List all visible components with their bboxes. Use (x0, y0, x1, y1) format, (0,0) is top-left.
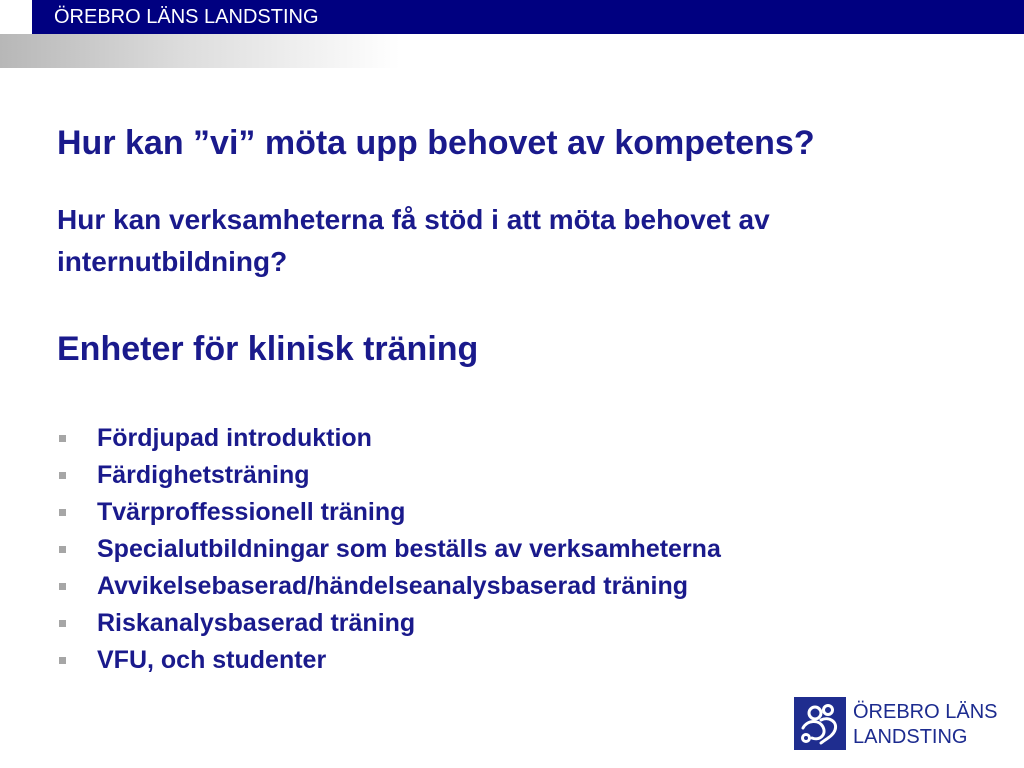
bullet-text: VFU, och studenter (97, 646, 327, 674)
bullet-square-icon (59, 583, 66, 590)
bullet-item (0, 457, 721, 494)
bullet-text: Specialutbildningar som beställs av verksamheterna (97, 535, 721, 563)
bullet-item (0, 642, 721, 679)
bullet-item (0, 568, 721, 605)
bullet-square-icon (59, 546, 66, 553)
logo-wordmark (853, 700, 997, 750)
bullet-text: Fördjupad introduktion (97, 424, 372, 452)
slide-heading: Hur kan ”vi” möta upp behovet av kompetens? (57, 124, 815, 162)
bullet-square-icon (59, 472, 66, 479)
bullet-square-icon (59, 657, 66, 664)
bullet-text: Färdighetsträning (97, 461, 310, 489)
logo-line: LANDSTING (853, 726, 968, 748)
bullet-text: Riskanalysbaserad träning (97, 609, 416, 637)
slide-subheading (57, 199, 770, 283)
header-title: ÖREBRO LÄNS LANDSTING (54, 6, 319, 28)
logo-line: ÖREBRO LÄNS (853, 701, 998, 723)
header-gradient-band (0, 34, 400, 68)
subheading-line: internutbildning? (57, 246, 288, 277)
bullet-square-icon (59, 435, 66, 442)
bullet-text: Avvikelsebaserad/händelseanalysbaserad träning (97, 572, 689, 600)
bullet-square-icon (59, 509, 66, 516)
bullet-item (0, 531, 721, 568)
bullet-list (0, 420, 721, 679)
subheading-line: Hur kan verksamheterna få stöd i att möta behovet av (57, 204, 770, 235)
header-bar (32, 0, 1024, 34)
bullet-square-icon (59, 620, 66, 627)
section-title: Enheter för klinisk träning (57, 330, 479, 368)
bullet-item (0, 420, 721, 457)
bullet-text: Tvärproffessionell träning (97, 498, 406, 526)
bullet-item (0, 605, 721, 642)
landsting-emblem-icon (794, 697, 846, 750)
bullet-item (0, 494, 721, 531)
